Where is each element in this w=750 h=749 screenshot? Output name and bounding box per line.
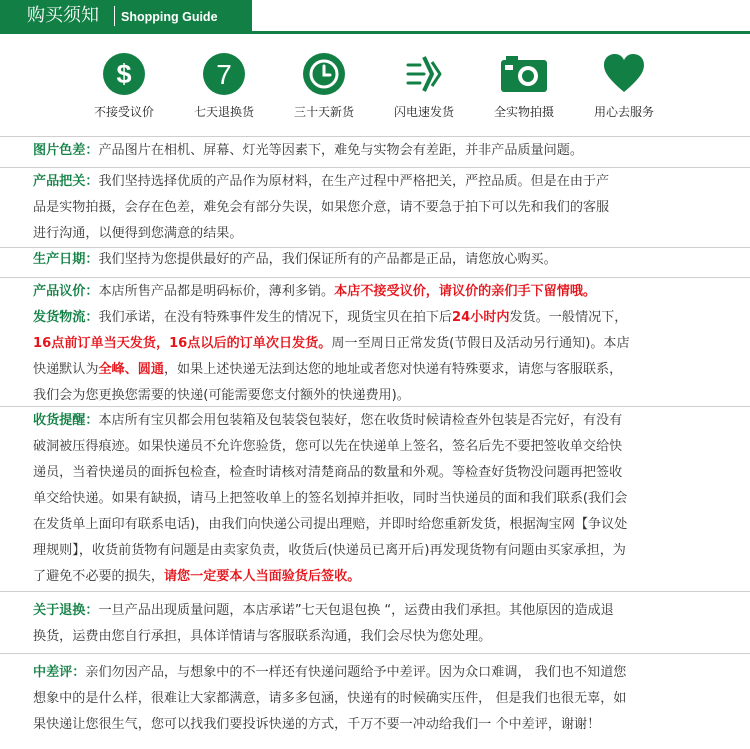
section-text: 单交给快递。如果有缺损，请马上把签收单上的签名划掉并拒收，同时当快递员的面和我们联系(我们会 [33, 491, 628, 506]
section-text: 我们会为您更换您需要的快递(可能需要您支付额外的快递费用)。 [33, 388, 410, 403]
service-item-no-bargain [74, 52, 174, 120]
divider [0, 406, 750, 407]
service-item-seven-day-return [174, 52, 274, 120]
service-item-fast-shipping [374, 52, 474, 120]
section-text: 破洞被压得痕迹。如果快递员不允许您验货，您可以先在快递单上签名，签名后先不要把签收单交给快 [33, 439, 623, 454]
header-title-en: Shopping Guide [121, 10, 218, 24]
header-separator [114, 6, 115, 26]
camera-icon [498, 52, 550, 96]
section-text: 进行沟通，以便得到您满意的结果。 [33, 226, 243, 241]
section-text: 了避免不必要的损失， [33, 569, 164, 584]
section-text: 在发货单上面印有联系电话)，由我们向快递公司提出理赔，并即时给您重新发货，根据淘宝网【争议处 [33, 517, 628, 532]
section-returns [33, 598, 723, 650]
dollar-icon [102, 52, 146, 96]
lightning-icon [402, 52, 446, 96]
seven-icon [202, 52, 246, 96]
section-text: 快递默认为 [33, 362, 99, 377]
section-text: ，如果上述快递无法到达您的地址或者您对快递有特殊要求，请您与客服联系， [163, 362, 623, 377]
section-label: 关于退换： [33, 603, 99, 618]
section-text: 本店所有宝贝都会用包装箱及包装袋包装好，您在收货时候请检查外包装是否完好，有没有 [98, 413, 623, 428]
section-text: 品是实物拍摄，会存在色差，难免会有部分失误，如果您介意，请不要急于拍下可以先和我们的客服 [33, 200, 610, 215]
header-bar [0, 0, 750, 38]
icon-label-real-photo: 全实物拍摄 [493, 105, 554, 119]
section-text: 周一至周日正常发货(节假日及活动另行通知)。本店 [331, 336, 630, 351]
section-text: 递员，当着快递员的面拆包检查，检查时请核对清楚商品的数量和外观。等检查好货物没问题再把签收 [33, 465, 623, 480]
section-text: 亲们勿因产品，与想象中的不一样还有快递问题给予中差评。因为众口难调， 我们也不知道您 [85, 665, 627, 680]
section-text: 发货。一般情况下， [509, 310, 628, 325]
section-label: 生产日期： [33, 252, 99, 267]
section-text: 换货，运费由您自行承担，具体详情请与客服联系沟通，我们会尽快为您处理。 [33, 629, 492, 644]
svg-text:7: 7 [216, 59, 232, 90]
section-label: 发货物流： [33, 310, 99, 325]
section-text: 我们承诺，在没有特殊事件发生的情况下，现货宝贝在拍下后 [98, 310, 452, 325]
section-text: 理规则】，收货前货物有问题是由卖家负责，收货后(快递员已离开后)再发现货物有问题由买家承担，为 [33, 543, 626, 558]
section-text: 我们坚持为您提供最好的产品，我们保证所有的产品都是正品，请您放心购买。 [98, 252, 557, 267]
service-icons-row [0, 52, 750, 122]
icon-label-fast-shipping: 闪电速发货 [393, 105, 454, 119]
icon-label-thirty-day-new: 三十天新货 [293, 105, 354, 119]
section-label: 图片色差： [33, 143, 99, 158]
section-receipt-reminder [33, 408, 723, 590]
service-item-thirty-day-new [274, 52, 374, 120]
icon-label-attentive-service: 用心去服务 [593, 105, 654, 119]
icon-label-no-bargain: 不接受议价 [93, 105, 154, 119]
section-production-date [33, 247, 723, 273]
section-text: 本店所售产品都是明码标价，薄利多销。 [98, 284, 335, 299]
divider [0, 167, 750, 168]
heart-icon [602, 52, 646, 96]
section-quality-control [33, 169, 723, 247]
section-label: 产品把关： [33, 174, 99, 189]
section-text: 我们坚持选择优质的产品作为原材料，在生产过程中严格把关，严控品质。但是在由于产 [98, 174, 610, 189]
highlight-text: 请您一定要本人当面验货后签收。 [163, 569, 361, 584]
section-label: 产品议价： [33, 284, 99, 299]
section-negative-review [33, 660, 723, 738]
section-label: 收货提醒： [33, 413, 99, 428]
section-text: 产品图片在相机、屏幕、灯光等因素下，难免与实物会有差距，并非产品质量问题。 [98, 143, 583, 158]
section-text: 果快递让您很生气，您可以找我们要投诉快递的方式，千万不要一冲动给我们一 个中差评，谢谢！ [33, 717, 601, 732]
highlight-text: 16点前订单当天发货，16点以后的订单次日发货。 [33, 336, 332, 351]
section-text: 一旦产品出现质量问题，本店承诺”七天包退包换 “，运费由我们承担。其他原因的造成退 [98, 603, 614, 618]
icon-label-seven-day-return: 七天退换货 [193, 105, 254, 119]
clock-icon [302, 52, 346, 96]
divider [0, 591, 750, 592]
svg-text:$: $ [116, 59, 132, 89]
section-price-and-shipping [33, 279, 723, 409]
section-color-difference [33, 138, 723, 164]
service-item-attentive-service [574, 52, 674, 120]
highlight-text: 24小时内 [452, 310, 510, 325]
divider [0, 136, 750, 137]
highlight-text: 本店不接受议价，请议价的亲们手下留情哦。 [334, 284, 597, 299]
service-item-real-photo [474, 52, 574, 120]
section-label: 中差评： [33, 665, 86, 680]
header-title-cn: 购买须知 [27, 5, 99, 26]
divider [0, 653, 750, 654]
section-text: 想象中的是什么样，很难让大家都满意，请多多包涵，快递有的时候确实压件， 但是我们也很无辜，如 [33, 691, 627, 706]
divider [0, 277, 750, 278]
highlight-text: 全峰、圆通 [98, 362, 164, 377]
